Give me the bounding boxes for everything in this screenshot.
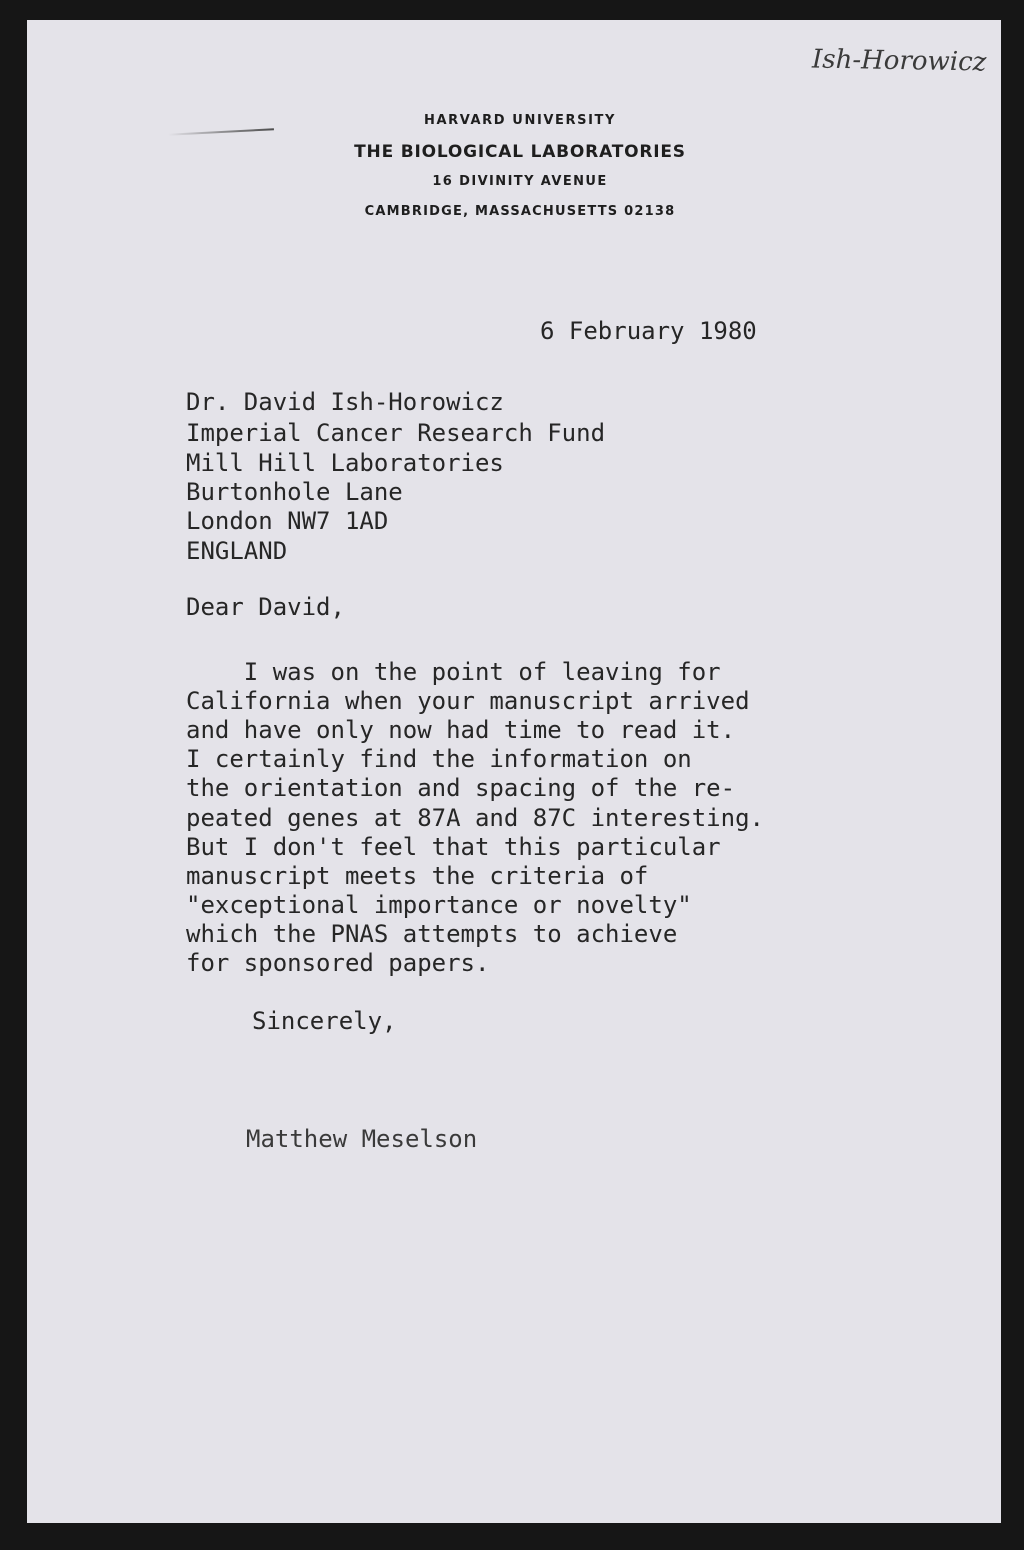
letterhead-street: 16 DIVINITY AVENUE [432,174,608,189]
body-line: I was on the point of leaving for [186,658,721,686]
letterhead-university: HARVARD UNIVERSITY [423,113,617,128]
letter-date: 6 February 1980 [540,317,757,345]
typed-signature: Matthew Meselson [246,1125,478,1153]
salutation: Dear David, [186,593,345,621]
body-line: "exceptional importance or novelty" [186,891,692,919]
body-line: which the PNAS attempts to achieve [186,920,678,948]
letterhead-city: CAMBRIDGE, MASSACHUSETTS 02138 [364,204,676,219]
recipient-street: Burtonhole Lane [186,478,403,506]
body-line: manuscript meets the criteria of [186,862,649,890]
recipient-name: Dr. David Ish-Horowicz [186,388,504,416]
body-line: peated genes at 87A and 87C interesting. [186,804,764,832]
handwritten-note: Ish-Horowicz [811,44,987,78]
body-line: I certainly find the information on [186,745,692,773]
recipient-organization: Imperial Cancer Research Fund [186,419,606,447]
body-line: the orientation and spacing of the re- [186,774,736,802]
recipient-city: London NW7 1AD [186,507,389,535]
letterhead-department: THE BIOLOGICAL LABORATORIES [354,142,686,162]
body-line: But I don't feel that this particular [186,833,721,861]
body-line: California when your manuscript arrived [186,687,750,715]
recipient-country: ENGLAND [186,537,288,565]
recipient-laboratory: Mill Hill Laboratories [186,449,504,477]
body-line: and have only now had time to read it. [186,716,736,744]
closing: Sincerely, [252,1007,397,1035]
body-line: for sponsored papers. [186,949,490,977]
